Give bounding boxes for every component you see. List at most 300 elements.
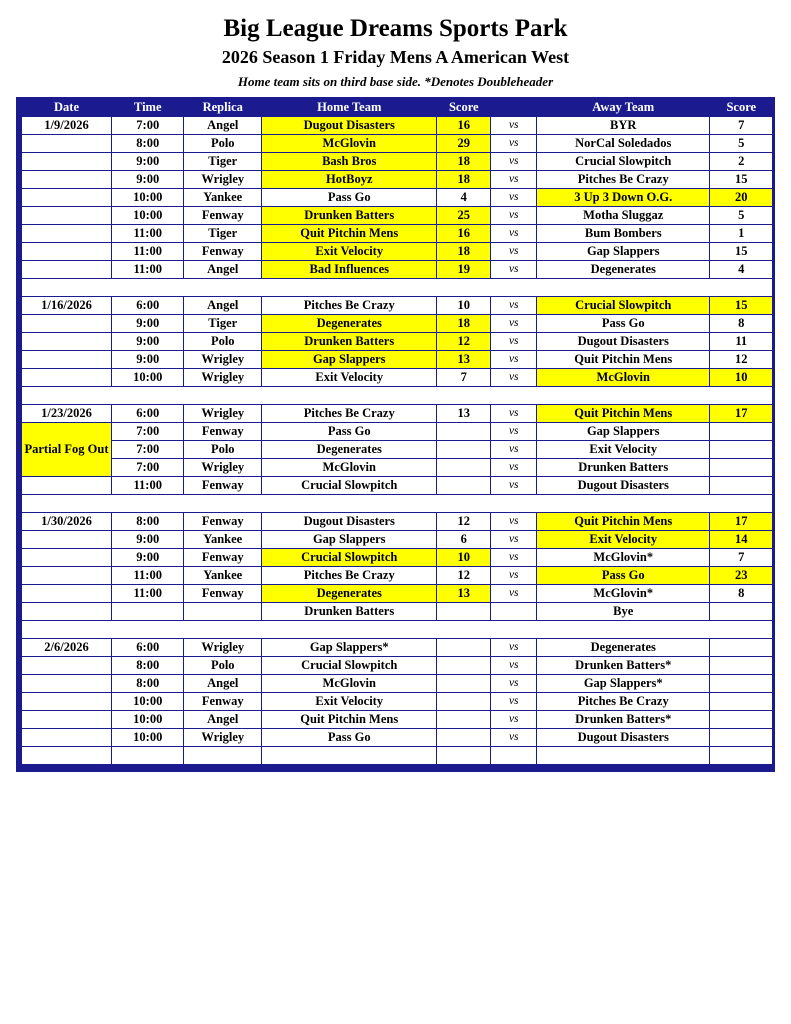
replica-cell: Fenway xyxy=(184,423,262,441)
game-row xyxy=(19,351,774,369)
time-cell: 8:00 xyxy=(112,513,184,531)
time-cell: 9:00 xyxy=(112,153,184,171)
date-cell xyxy=(19,729,112,747)
time-cell: 10:00 xyxy=(112,369,184,387)
date-cell xyxy=(19,603,112,621)
home-team-cell: Dugout Disasters xyxy=(262,117,437,135)
col-header-replica: Replica xyxy=(184,98,262,117)
replica-cell: Tiger xyxy=(184,225,262,243)
vs-cell: vs xyxy=(491,531,537,549)
away-score-cell: 7 xyxy=(710,117,774,135)
date-cell xyxy=(19,153,112,171)
home-team-cell: Quit Pitchin Mens xyxy=(262,225,437,243)
time-cell: 11:00 xyxy=(112,585,184,603)
date-cell xyxy=(19,171,112,189)
time-cell: 6:00 xyxy=(112,639,184,657)
away-score-cell: 5 xyxy=(710,207,774,225)
time-cell: 8:00 xyxy=(112,675,184,693)
away-team-cell: Degenerates xyxy=(537,261,710,279)
game-row xyxy=(19,585,774,603)
game-row xyxy=(19,531,774,549)
vs-cell: vs xyxy=(491,567,537,585)
home-team-cell: McGlovin xyxy=(262,459,437,477)
replica-cell: Yankee xyxy=(184,567,262,585)
replica-cell: Angel xyxy=(184,711,262,729)
home-score-cell: 18 xyxy=(437,153,491,171)
away-score-cell: 20 xyxy=(710,189,774,207)
vs-cell: vs xyxy=(491,261,537,279)
home-score-cell: 13 xyxy=(437,351,491,369)
time-cell: 9:00 xyxy=(112,531,184,549)
replica-cell xyxy=(184,747,262,769)
replica-cell: Fenway xyxy=(184,549,262,567)
away-score-cell: 1 xyxy=(710,225,774,243)
time-cell: 9:00 xyxy=(112,351,184,369)
vs-cell xyxy=(491,747,537,769)
away-team-cell: Dugout Disasters xyxy=(537,729,710,747)
home-score-cell xyxy=(437,423,491,441)
date-cell xyxy=(19,567,112,585)
away-team-cell: Exit Velocity xyxy=(537,531,710,549)
vs-cell: vs xyxy=(491,351,537,369)
game-row xyxy=(19,603,774,621)
game-row xyxy=(19,711,774,729)
home-score-cell xyxy=(437,675,491,693)
away-team-cell: Pitches Be Crazy xyxy=(537,693,710,711)
away-score-cell: 17 xyxy=(710,513,774,531)
replica-cell: Polo xyxy=(184,135,262,153)
col-header-home-team: Home Team xyxy=(262,98,437,117)
gap-cell xyxy=(19,279,774,297)
section-gap-row xyxy=(19,495,774,513)
vs-cell: vs xyxy=(491,243,537,261)
replica-cell: Fenway xyxy=(184,513,262,531)
home-score-cell: 29 xyxy=(437,135,491,153)
date-cell xyxy=(19,531,112,549)
vs-cell: vs xyxy=(491,549,537,567)
vs-cell: vs xyxy=(491,441,537,459)
replica-cell: Fenway xyxy=(184,693,262,711)
home-score-cell: 18 xyxy=(437,171,491,189)
replica-cell: Tiger xyxy=(184,315,262,333)
home-score-cell: 18 xyxy=(437,315,491,333)
home-score-cell xyxy=(437,459,491,477)
time-cell: 11:00 xyxy=(112,261,184,279)
col-header-date: Date xyxy=(19,98,112,117)
home-score-cell: 16 xyxy=(437,225,491,243)
away-score-cell: 8 xyxy=(710,585,774,603)
home-team-cell: Exit Velocity xyxy=(262,693,437,711)
date-cell: 1/23/2026 xyxy=(19,405,112,423)
away-score-cell: 17 xyxy=(710,405,774,423)
replica-cell: Wrigley xyxy=(184,171,262,189)
replica-cell: Wrigley xyxy=(184,729,262,747)
away-team-cell: Crucial Slowpitch xyxy=(537,153,710,171)
home-score-cell xyxy=(437,747,491,769)
game-row xyxy=(19,207,774,225)
time-cell: 8:00 xyxy=(112,657,184,675)
vs-cell: vs xyxy=(491,207,537,225)
date-cell: Partial Fog Out xyxy=(19,423,112,477)
date-cell xyxy=(19,711,112,729)
col-header-home-score: Score xyxy=(437,98,491,117)
replica-cell: Angel xyxy=(184,297,262,315)
away-score-cell: 15 xyxy=(710,297,774,315)
home-team-cell: Crucial Slowpitch xyxy=(262,657,437,675)
time-cell xyxy=(112,603,184,621)
vs-cell: vs xyxy=(491,423,537,441)
away-score-cell: 10 xyxy=(710,369,774,387)
home-team-cell: Exit Velocity xyxy=(262,243,437,261)
away-team-cell: Motha Sluggaz xyxy=(537,207,710,225)
date-cell xyxy=(19,261,112,279)
home-team-cell: Pass Go xyxy=(262,423,437,441)
replica-cell: Fenway xyxy=(184,207,262,225)
home-team-cell: Pass Go xyxy=(262,729,437,747)
date-cell xyxy=(19,585,112,603)
time-cell: 7:00 xyxy=(112,441,184,459)
game-row xyxy=(19,189,774,207)
vs-cell xyxy=(491,603,537,621)
time-cell: 11:00 xyxy=(112,567,184,585)
away-team-cell: 3 Up 3 Down O.G. xyxy=(537,189,710,207)
date-cell xyxy=(19,477,112,495)
away-team-cell: Drunken Batters xyxy=(537,459,710,477)
away-team-cell xyxy=(537,747,710,769)
trailing-empty-row xyxy=(19,747,774,769)
time-cell: 9:00 xyxy=(112,549,184,567)
away-score-cell xyxy=(710,639,774,657)
replica-cell: Polo xyxy=(184,441,262,459)
home-score-cell xyxy=(437,729,491,747)
away-score-cell xyxy=(710,675,774,693)
vs-cell: vs xyxy=(491,477,537,495)
section-gap-row xyxy=(19,621,774,639)
col-header-vs xyxy=(491,98,537,117)
time-cell: 9:00 xyxy=(112,171,184,189)
game-row xyxy=(19,405,774,423)
date-cell xyxy=(19,207,112,225)
away-score-cell: 5 xyxy=(710,135,774,153)
away-team-cell: Pitches Be Crazy xyxy=(537,171,710,189)
home-team-cell: Drunken Batters xyxy=(262,603,437,621)
away-team-cell: Dugout Disasters xyxy=(537,477,710,495)
time-cell: 6:00 xyxy=(112,297,184,315)
game-row xyxy=(19,729,774,747)
home-score-cell: 16 xyxy=(437,117,491,135)
home-team-cell: Drunken Batters xyxy=(262,207,437,225)
away-team-cell: Quit Pitchin Mens xyxy=(537,405,710,423)
vs-cell: vs xyxy=(491,189,537,207)
away-score-cell xyxy=(710,693,774,711)
vs-cell: vs xyxy=(491,639,537,657)
away-team-cell: McGlovin* xyxy=(537,585,710,603)
home-team-cell: HotBoyz xyxy=(262,171,437,189)
away-team-cell: NorCal Soledados xyxy=(537,135,710,153)
time-cell: 9:00 xyxy=(112,315,184,333)
home-score-cell: 10 xyxy=(437,297,491,315)
date-cell: 2/6/2026 xyxy=(19,639,112,657)
home-team-cell: Gap Slappers* xyxy=(262,639,437,657)
away-team-cell: McGlovin* xyxy=(537,549,710,567)
home-team-cell: McGlovin xyxy=(262,135,437,153)
vs-cell: vs xyxy=(491,459,537,477)
game-row xyxy=(19,135,774,153)
date-cell xyxy=(19,657,112,675)
home-score-cell xyxy=(437,711,491,729)
home-score-cell: 19 xyxy=(437,261,491,279)
away-score-cell xyxy=(710,657,774,675)
home-score-cell: 12 xyxy=(437,333,491,351)
vs-cell: vs xyxy=(491,225,537,243)
date-cell xyxy=(19,351,112,369)
game-row xyxy=(19,513,774,531)
date-cell: 1/9/2026 xyxy=(19,117,112,135)
away-team-cell: Crucial Slowpitch xyxy=(537,297,710,315)
away-score-cell: 15 xyxy=(710,171,774,189)
game-row xyxy=(19,153,774,171)
away-team-cell: Degenerates xyxy=(537,639,710,657)
gap-cell xyxy=(19,495,774,513)
away-score-cell: 23 xyxy=(710,567,774,585)
away-team-cell: Gap Slappers xyxy=(537,423,710,441)
away-score-cell: 7 xyxy=(710,549,774,567)
away-score-cell xyxy=(710,441,774,459)
date-cell xyxy=(19,333,112,351)
home-team-cell: Pitches Be Crazy xyxy=(262,405,437,423)
time-cell: 8:00 xyxy=(112,135,184,153)
replica-cell: Fenway xyxy=(184,243,262,261)
away-score-cell xyxy=(710,459,774,477)
home-team-cell: McGlovin xyxy=(262,675,437,693)
section-gap-row xyxy=(19,279,774,297)
home-team-cell: Pitches Be Crazy xyxy=(262,297,437,315)
game-row xyxy=(19,675,774,693)
game-row xyxy=(19,315,774,333)
date-cell xyxy=(19,225,112,243)
home-score-cell: 18 xyxy=(437,243,491,261)
away-score-cell xyxy=(710,747,774,769)
home-score-cell: 6 xyxy=(437,531,491,549)
home-team-cell: Degenerates xyxy=(262,441,437,459)
vs-cell: vs xyxy=(491,153,537,171)
game-row xyxy=(19,243,774,261)
time-cell: 10:00 xyxy=(112,693,184,711)
schedule-table xyxy=(16,97,776,772)
replica-cell: Wrigley xyxy=(184,639,262,657)
home-team-cell: Bash Bros xyxy=(262,153,437,171)
away-score-cell: 12 xyxy=(710,351,774,369)
vs-cell: vs xyxy=(491,729,537,747)
game-row xyxy=(19,441,774,459)
away-score-cell: 15 xyxy=(710,243,774,261)
away-team-cell: Exit Velocity xyxy=(537,441,710,459)
home-team-cell: Gap Slappers xyxy=(262,351,437,369)
time-cell xyxy=(112,747,184,769)
date-cell: 1/16/2026 xyxy=(19,297,112,315)
replica-cell: Fenway xyxy=(184,585,262,603)
date-cell xyxy=(19,675,112,693)
game-row xyxy=(19,477,774,495)
replica-cell: Wrigley xyxy=(184,369,262,387)
date-cell xyxy=(19,747,112,769)
time-cell: 10:00 xyxy=(112,207,184,225)
home-team-cell xyxy=(262,747,437,769)
vs-cell: vs xyxy=(491,657,537,675)
vs-cell: vs xyxy=(491,693,537,711)
home-team-cell: Bad Influences xyxy=(262,261,437,279)
page-subtitle: 2026 Season 1 Friday Mens A American West xyxy=(221,47,570,67)
replica-cell: Polo xyxy=(184,333,262,351)
time-cell: 10:00 xyxy=(112,729,184,747)
home-score-cell: 7 xyxy=(437,369,491,387)
away-score-cell: 2 xyxy=(710,153,774,171)
date-cell xyxy=(19,243,112,261)
away-team-cell: Bye xyxy=(537,603,710,621)
replica-cell: Polo xyxy=(184,657,262,675)
home-team-cell: Pitches Be Crazy xyxy=(262,567,437,585)
time-cell: 11:00 xyxy=(112,243,184,261)
vs-cell: vs xyxy=(491,297,537,315)
game-row xyxy=(19,639,774,657)
gap-cell xyxy=(19,387,774,405)
vs-cell: vs xyxy=(491,135,537,153)
home-score-cell: 13 xyxy=(437,585,491,603)
home-score-cell xyxy=(437,693,491,711)
section-gap-row xyxy=(19,387,774,405)
home-score-cell: 25 xyxy=(437,207,491,225)
away-score-cell: 8 xyxy=(710,315,774,333)
vs-cell: vs xyxy=(491,171,537,189)
away-score-cell: 4 xyxy=(710,261,774,279)
away-team-cell: Drunken Batters* xyxy=(537,657,710,675)
replica-cell: Wrigley xyxy=(184,405,262,423)
away-score-cell xyxy=(710,603,774,621)
schedule-body xyxy=(19,117,774,769)
away-team-cell: Pass Go xyxy=(537,567,710,585)
home-score-cell xyxy=(437,603,491,621)
vs-cell: vs xyxy=(491,369,537,387)
schedule-header xyxy=(19,98,774,117)
vs-cell: vs xyxy=(491,405,537,423)
away-score-cell: 14 xyxy=(710,531,774,549)
home-team-cell: Degenerates xyxy=(262,585,437,603)
date-cell: 1/30/2026 xyxy=(19,513,112,531)
home-score-cell: 10 xyxy=(437,549,491,567)
home-score-cell xyxy=(437,657,491,675)
away-team-cell: Bum Bombers xyxy=(537,225,710,243)
away-score-cell xyxy=(710,477,774,495)
game-row xyxy=(19,225,774,243)
home-team-cell: Crucial Slowpitch xyxy=(262,549,437,567)
game-row xyxy=(19,423,774,441)
away-team-cell: Quit Pitchin Mens xyxy=(537,351,710,369)
col-header-time: Time xyxy=(112,98,184,117)
time-cell: 11:00 xyxy=(112,477,184,495)
away-team-cell: Quit Pitchin Mens xyxy=(537,513,710,531)
time-cell: 10:00 xyxy=(112,711,184,729)
replica-cell: Wrigley xyxy=(184,459,262,477)
game-row xyxy=(19,171,774,189)
vs-cell: vs xyxy=(491,675,537,693)
time-cell: 7:00 xyxy=(112,117,184,135)
replica-cell: Yankee xyxy=(184,531,262,549)
home-score-cell: 4 xyxy=(437,189,491,207)
date-cell xyxy=(19,549,112,567)
home-team-cell: Drunken Batters xyxy=(262,333,437,351)
away-team-cell: Gap Slappers xyxy=(537,243,710,261)
home-team-cell: Exit Velocity xyxy=(262,369,437,387)
game-row xyxy=(19,567,774,585)
game-row xyxy=(19,297,774,315)
away-team-cell: Dugout Disasters xyxy=(537,333,710,351)
game-row xyxy=(19,333,774,351)
home-team-cell: Pass Go xyxy=(262,189,437,207)
away-team-cell: McGlovin xyxy=(537,369,710,387)
game-row xyxy=(19,693,774,711)
time-cell: 7:00 xyxy=(112,459,184,477)
date-cell xyxy=(19,135,112,153)
replica-cell: Angel xyxy=(184,261,262,279)
vs-cell: vs xyxy=(491,711,537,729)
vs-cell: vs xyxy=(491,333,537,351)
date-cell xyxy=(19,693,112,711)
game-row xyxy=(19,459,774,477)
away-score-cell: 11 xyxy=(710,333,774,351)
page-note: Home team sits on third base side. *Denotes Doubleheader xyxy=(237,74,554,89)
vs-cell: vs xyxy=(491,513,537,531)
home-score-cell: 12 xyxy=(437,513,491,531)
home-score-cell: 12 xyxy=(437,567,491,585)
home-score-cell: 13 xyxy=(437,405,491,423)
replica-cell xyxy=(184,603,262,621)
game-row xyxy=(19,369,774,387)
col-header-away-score: Score xyxy=(710,98,774,117)
away-score-cell xyxy=(710,729,774,747)
home-team-cell: Gap Slappers xyxy=(262,531,437,549)
date-cell xyxy=(19,189,112,207)
home-team-cell: Quit Pitchin Mens xyxy=(262,711,437,729)
away-team-cell: Drunken Batters* xyxy=(537,711,710,729)
time-cell: 11:00 xyxy=(112,225,184,243)
vs-cell: vs xyxy=(491,585,537,603)
vs-cell: vs xyxy=(491,315,537,333)
replica-cell: Angel xyxy=(184,117,262,135)
vs-cell: vs xyxy=(491,117,537,135)
time-cell: 6:00 xyxy=(112,405,184,423)
date-cell xyxy=(19,315,112,333)
gap-cell xyxy=(19,621,774,639)
header-row xyxy=(19,98,774,117)
replica-cell: Fenway xyxy=(184,477,262,495)
home-score-cell xyxy=(437,639,491,657)
away-score-cell xyxy=(710,423,774,441)
home-team-cell: Crucial Slowpitch xyxy=(262,477,437,495)
away-score-cell xyxy=(710,711,774,729)
game-row xyxy=(19,657,774,675)
home-team-cell: Degenerates xyxy=(262,315,437,333)
away-team-cell: BYR xyxy=(537,117,710,135)
game-row xyxy=(19,117,774,135)
game-row xyxy=(19,261,774,279)
col-header-away-team: Away Team xyxy=(537,98,710,117)
game-row xyxy=(19,549,774,567)
date-cell xyxy=(19,369,112,387)
time-cell: 10:00 xyxy=(112,189,184,207)
page-title: Big League Dreams Sports Park xyxy=(223,15,568,42)
replica-cell: Yankee xyxy=(184,189,262,207)
time-cell: 7:00 xyxy=(112,423,184,441)
